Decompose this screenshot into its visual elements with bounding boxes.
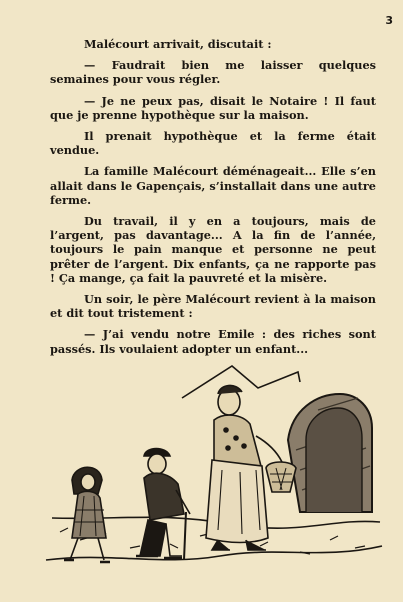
illustration <box>0 360 403 602</box>
roof-line <box>182 366 300 398</box>
house-drawing <box>288 394 372 512</box>
paragraph-5: La famille Malécourt déménageait... Elle s’en allait dans le Gapençais, s’installait dans une autre ferme. <box>50 164 376 207</box>
man-figure <box>136 449 190 561</box>
mother-figure <box>206 385 296 550</box>
body-text <box>50 37 376 363</box>
child-figure <box>64 467 110 562</box>
paragraph-4: Il prenait hypothèque et la ferme était vendue. <box>50 129 376 158</box>
page-number: 3 <box>385 14 393 27</box>
paragraph-2: — Faudrait bien me laisser quelques semaines pour vous régler. <box>50 58 376 87</box>
paragraph-7: Un soir, le père Malécourt revient à la maison et dit tout tristement : <box>50 292 376 321</box>
paragraph-6: Du travail, il y en a toujours, mais de l’argent, pas davantage... A la fin de l’année, toujours le pain manque et personne ne peut prêter de l’argent. Dix enfants, ça ne rapporte pas ! Ça mange, ça fait la pauvreté et la misère. <box>50 214 376 285</box>
paragraph-1: Malécourt arrivait, discutait : <box>84 37 272 51</box>
paragraph-8: — J’ai vendu notre Emile : des riches sont passés. Ils voulaient adopter un enfant... <box>50 327 376 356</box>
paragraph-3: — Je ne peux pas, disait le Notaire ! Il faut que je prenne hypothèque sur la maison. <box>50 93 376 122</box>
